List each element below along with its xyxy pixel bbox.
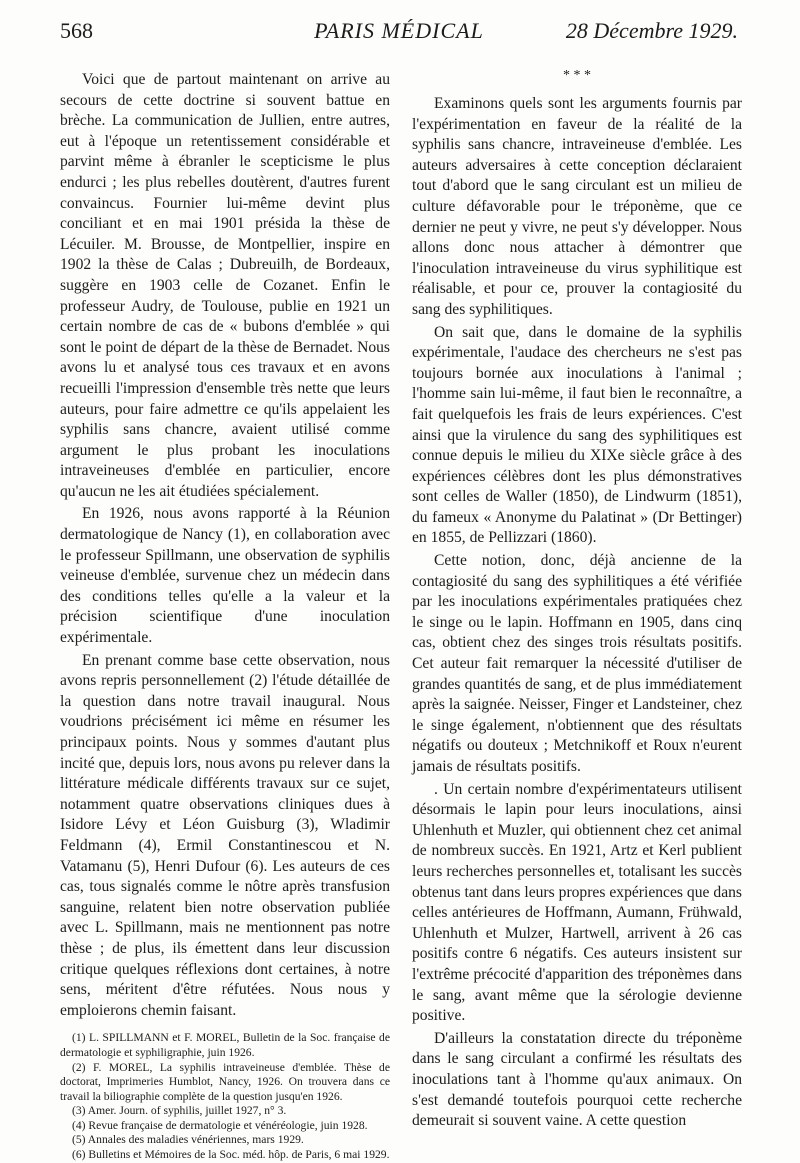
paragraph: Voici que de partout maintenant on arrive au secours de cette doctrine si souvent battue en brèche. La communication de Jullien, entre autres, eut à l'époque un retentissement considérable et parvint même à ébranler le scepticisme le plus endurci ; les plus rebelles doutèrent, d'autres furent convaincus. Fournier lui-même devint plus conciliant et en mai 1901 présida la thèse de Lécuiler. M. Brousse, de Montpellier, inspire en 1902 la thèse de Calas ; Dubreuilh, de Bordeaux, suggère en 1903 celle de Cozanet. Enfin le professeur Audry, de Toulouse, publie en 1921 un certain nombre de cas de « bubons d'emblée » qui sont le point de départ de la thèse de Bernadet. Nous avons lu et analysé tous ces travaux et en avons recueilli l'impression d'ensemble très nette que leurs auteurs, pour faire admettre ce qu'ils appelaient les syphilis sans chancre, avaient utilisé comme argument le plus probant les inoculations intraveineuses d'emblée en particulier, encore qu'aucun ne les ait étudiées spécialement.: [60, 71, 390, 500]
paragraph: . Un certain nombre d'expérimentateurs utilisent désormais le lapin pour leurs inoculations, ainsi Uhlenhuth et Muzler, qui obtiennent chez cet animal de nombreux succès. En 1921, Artz et Kerl publient leurs recherches personnelles et, totalisant les succès obtenus tant dans leurs propres expériences que dans celles antérieures de Hoffmann, Aumann, Frühwald, Uhlenhuth et Mulzer, Hartwell, arrivent à 26 cas positifs contre 6 négatifs. Ces auteurs insistent sur l'extrême précocité d'apparition des tréponèmes dans le sang, avant même que la sérologie devienne positive.: [412, 780, 742, 1025]
page-number: 568: [60, 18, 93, 43]
footnote: (1) L. SPILLMANN et F. MOREL, Bulletin de la Soc. française de dermatologie et syphiligraphie, juin 1926.: [60, 1031, 390, 1059]
running-header: [60, 14, 738, 54]
footnote: (4) Revue française de dermatologie et vénéréologie, juin 1928.: [72, 1118, 368, 1132]
right-column: [412, 70, 742, 1134]
paragraph: En prenant comme base cette observation, nous avons repris personnellement (2) l'étude détaillée de la question dans notre travail inaugural. Nous voudrions précisément ici même en résumer les principaux points. Nous y sommes d'autant plus incité que, depuis lors, nous avons pu relever dans la littérature médicale différents travaux sur ce sujet, notamment quatre observations cliniques dues à Isidore Lévy et Léon Guisburg (3), Wladimir Feldmann (4), Ermil Constantinescou et N. Vatamanu (5), Henri Dufour (6). Les auteurs de ces cas, tous signalés comme le nôtre après transfusion sanguine, relatent bien notre observation publiée avec L. Spillmann, mais ne mentionnent pas notre thèse ; de plus, ils émettent dans leur discussion critique quelques réflexions dont certaines, à notre sens, méritent d'être réfutées. Nous nous y emploierons chemin faisant.: [60, 651, 390, 1019]
footnotes: [60, 1031, 390, 1162]
footnote: (2) F. MOREL, La syphilis intraveineuse d'emblée. Thèse de doctorat, Imprimeries Humblot, Nancy, 1926. On trouvera dans ce travail la biliographie complète de la question jusqu'en 1926.: [60, 1060, 390, 1103]
left-column: [60, 70, 390, 1163]
issue-date: 28 Décembre 1929.: [565, 18, 738, 43]
footnote: (6) Bulletins et Mémoires de la Soc. méd. hôp. de Paris, 6 mai 1929.: [72, 1148, 390, 1162]
section-separator: * * *: [563, 68, 591, 83]
paragraph: En 1926, nous avons rapporté à la Réunion dermatologique de Nancy (1), en collaboration avec le professeur Spillmann, une observation de syphilis veineuse d'emblée, survenue chez un médecin dans des conditions telles qu'elle a la valeur et la précision scientifique d'une inoculation expérimentale.: [60, 505, 390, 647]
paragraph: D'ailleurs la constatation directe du tréponème dans le sang circulant a confirmé les résultats des inoculations tant à l'homme qu'aux animaux. On s'est demandé toutefois pourquoi cette recherche demeurait si souvent vaine. A cette question: [412, 1029, 742, 1130]
paragraph: Examinons quels sont les arguments fournis par l'expérimentation en faveur de la réalité de la syphilis sans chancre, intraveineuse d'emblée. Les auteurs adversaires à cette conception déclaraient tout d'abord que le sang circulant est un milieu de culture défavorable pour le tréponème, que ce dernier ne peut y vivre, ne peut s'y développer. Nous allons donc nous attacher à démontrer que l'inoculation intraveineuse du virus syphilitique est réalisable, et pour ce, prouver la contagiosité du sang des syphilitiques.: [412, 95, 742, 318]
footnote: (5) Annales des maladies vénériennes, mars 1929.: [72, 1133, 304, 1147]
footnote: (3) Amer. Journ. of syphilis, juillet 1927, n° 3.: [72, 1104, 287, 1118]
paragraph: On sait que, dans le domaine de la syphilis expérimentale, l'audace des chercheurs ne s'est pas toujours bornée aux inoculations à l'animal ; l'homme sain lui-même, il faut bien le reconnaître, a fait quelquefois les frais de leurs expériences. C'est ainsi que la virulence du sang des syphilitiques est connue depuis le milieu du XIXe siècle grâce à des expériences célèbres dont les plus démonstratives sont celles de Waller (1850), de Lindwurm (1851), du fameux « Anonyme du Palatinat » (Dr Bettinger) en 1855, de Pellizzari (1860).: [412, 323, 742, 547]
paragraph: Cette notion, donc, déjà ancienne de la contagiosité du sang des syphilitiques a été vérifiée par les inoculations expérimentales pratiquées chez le singe ou le lapin. Hoffmann en 1905, dans cinq cas, obtient chez des singes trois résultats positifs. Cet auteur fait remarquer la nécessité d'utiliser de grandes quantités de sang, et de plus immédiatement après la saignée. Neisser, Finger et Landsteiner, chez le singe également, n'obtiennent que des résultats négatifs ou douteux ; Metchnikoff et Roux n'eurent jamais de résultats positifs.: [412, 552, 742, 775]
journal-title: PARIS MÉDICAL: [314, 18, 484, 43]
